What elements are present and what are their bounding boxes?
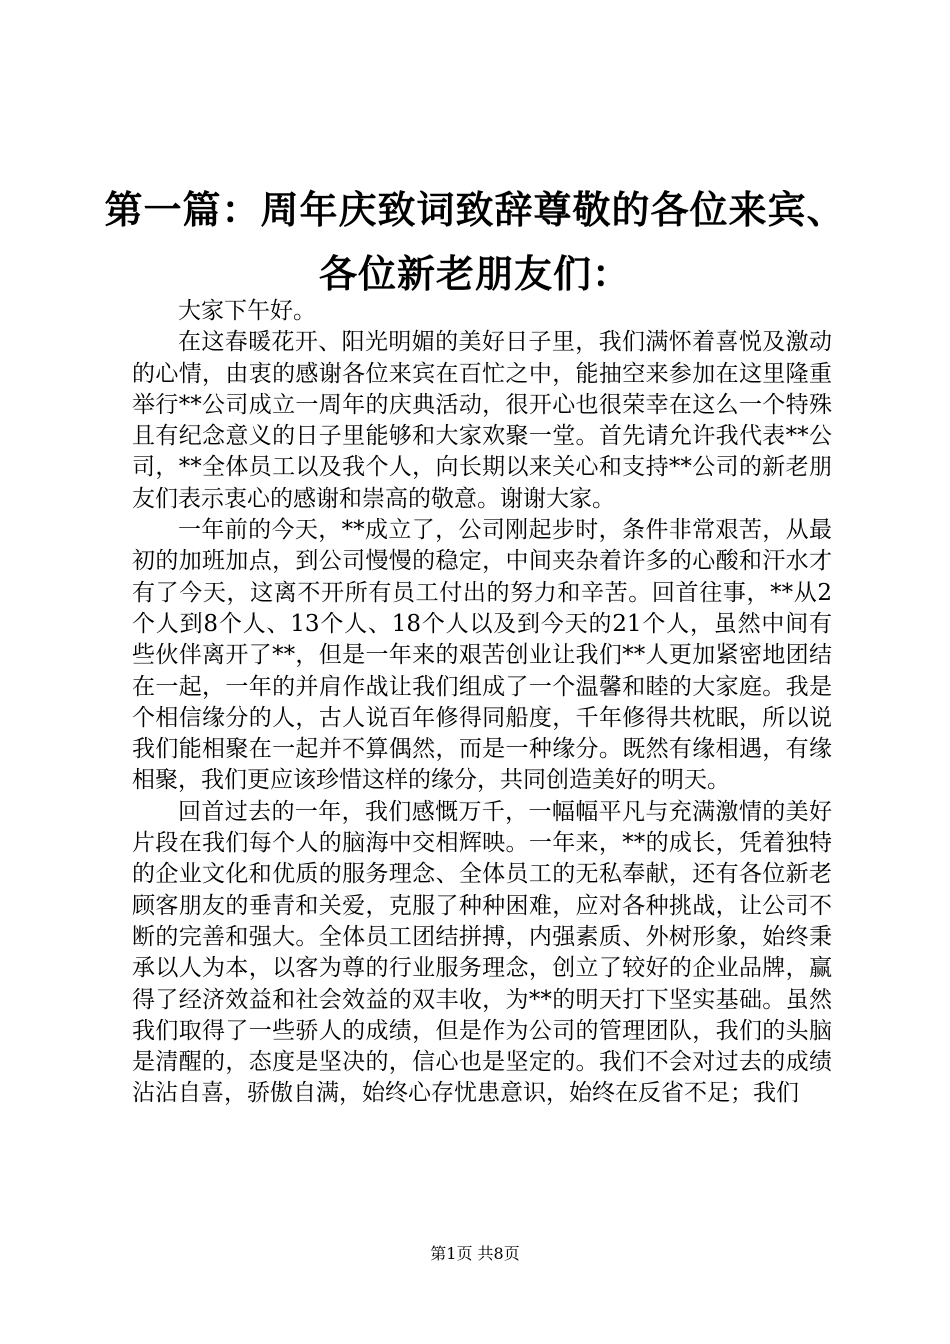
paragraph: 回首过去的一年，我们感慨万千，一幅幅平凡与充满激情的美好片段在我们每个人的脑海中交相辉映。一年来，**的成长，凭着独特的企业文化和优质的服务理念、全体员工的无私奉献，还有各位新老顾客朋友的垂青和关爱，克服了种种困难，应对各种挑战，让公司不断的完善和强大。全体员工团结拼搏，内强素质、外树形象，始终秉承以人为本，以客为尊的行业服务理念，创立了较好的企业品牌，赢得了经济效益和社会效益的双丰收，为**的明天打下坚实基础。虽然我们取得了一些骄人的成绩，但是作为公司的管理团队，我们的头脑是清醒的，态度是坚决的，信心也是坚定的。我们不会对过去的成绩沾沾自喜，骄傲自满，始终心存忧患意识，始终在反省不足；我们 [132,798,832,1107]
paragraph: 一年前的今天，**成立了，公司刚起步时，条件非常艰苦，从最初的加班加点，到公司慢慢的稳定，中间夹杂着许多的心酸和汗水才有了今天，这离不开所有员工付出的努力和辛苦。回首往事，**从2个人到8个人、13个人、18个人以及到今天的21个人，虽然中间有些伙伴离开了**，但是一年来的艰苦创业让我们**人更加紧密地团结在一起，一年的并肩作战让我们组成了一个温馨和睦的大家庭。我是个相信缘分的人，古人说百年修得同船度，千年修得共枕眠，所以说我们能相聚在一起并不算偶然，而是一种缘分。既然有缘相遇，有缘相聚，我们更应该珍惜这样的缘分，共同创造美好的明天。 [132,517,832,794]
document-title: 第一篇：周年庆致词致辞尊敬的各位来宾、各位新老朋友们： [104,187,846,296]
document-body [132,296,832,1110]
page-footer: 第1页 共8页 [430,1244,520,1263]
paragraph: 在这春暖花开、阳光明媚的美好日子里，我们满怀着喜悦及激动的心情，由衷的感谢各位来宾在百忙之中，能抽空来参加在这里隆重举行**公司成立一周年的庆典活动，很开心也很荣幸在这么一个特殊且有纪念意义的日子里能够和大家欢聚一堂。首先请允许我代表**公司，**全体员工以及我个人，向长期以来关心和支持**公司的新老朋友们表示衷心的感谢和崇高的敬意。谢谢大家。 [132,329,832,512]
paragraph: 大家下午好。 [178,298,316,324]
